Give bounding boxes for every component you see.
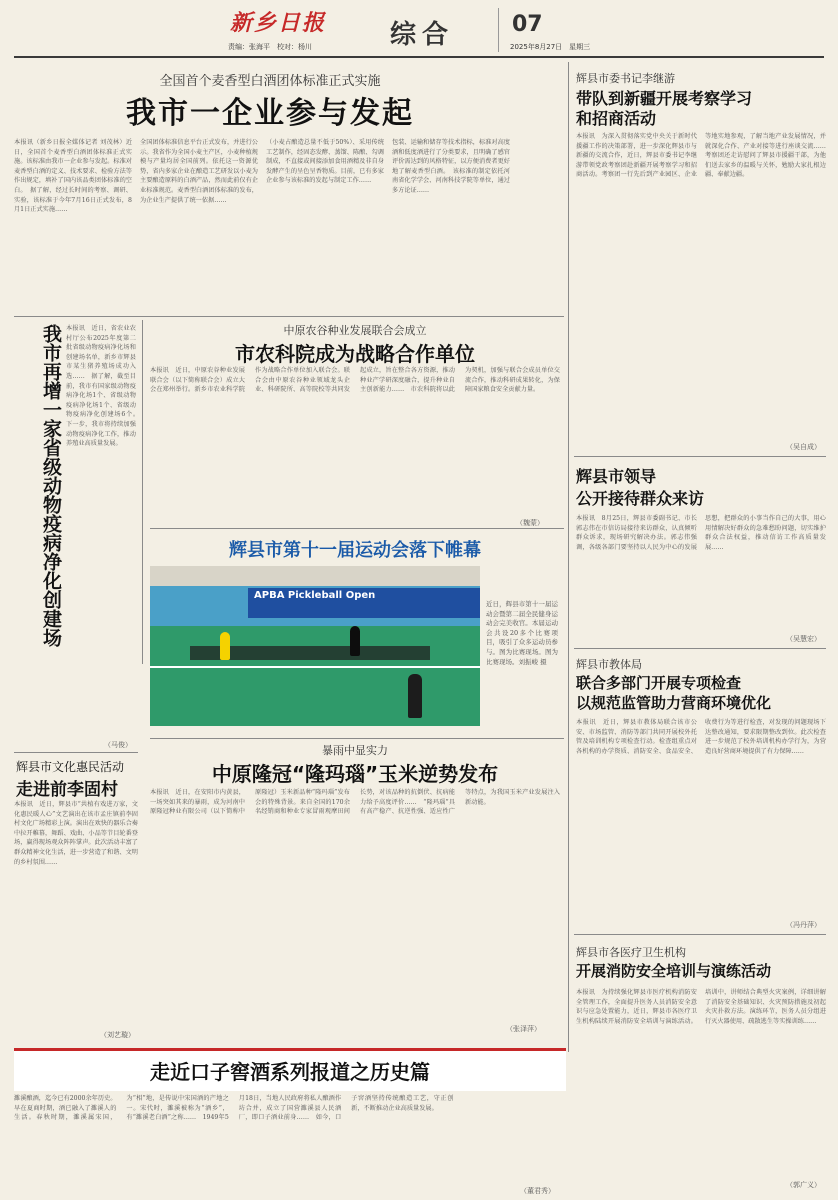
leaders-headline-line1: 辉县市领导 bbox=[576, 467, 657, 486]
alliance-byline: （魏蒙） bbox=[516, 519, 544, 527]
secretary-byline: （吴自成） bbox=[786, 443, 821, 451]
secretary-kicker: 辉县市委书记李继游 bbox=[576, 72, 675, 85]
liquor-kicker: 全国首个麦香型白酒团体标准正式实施 bbox=[159, 74, 381, 89]
sports-caption: 近日，辉县市第十一届运动会暨第二届全民健身运动会完美收官。本届运动会共设20多个比赛项目，吸引了众多运动员参与。图为比赛现场。图为比赛现场。刘振峻 摄 bbox=[486, 600, 558, 666]
photo-ceiling bbox=[150, 566, 480, 586]
masthead bbox=[0, 0, 838, 60]
divider-education-bottom bbox=[574, 934, 826, 935]
medical-text: 本报讯 为持续强化辉县市医疗机构消防安全管理工作，全面提升医务人员消防安全意识与应急处置能力，近日，辉县市各医疗卫生机构陆续开展消防安全培训与演练活动。培训中，讲师结合典型火灾案例，详细讲解了消防安全基础知识、火灾预防措施及初起火灾扑救方法。演练环节，医务人员分组进行灭火器使用、疏散逃生等实操训练…… bbox=[576, 989, 826, 1025]
leaders-headline-line2: 公开接待群众来访 bbox=[576, 489, 705, 508]
divider-leaders-bottom bbox=[574, 648, 826, 649]
secretary-headline-line1: 带队到新疆开展考察学习 bbox=[576, 89, 753, 108]
medical-headline: 开展消防安全培训与演练活动 bbox=[576, 962, 772, 980]
photo-court bbox=[150, 626, 480, 726]
photo-player-2 bbox=[220, 632, 230, 660]
corn-headline: 中原隆冠“隆玛瑙”玉米逆势发布 bbox=[211, 762, 499, 786]
leaders-byline: （吴慧宏） bbox=[786, 635, 821, 643]
divider-liquor-bottom bbox=[14, 316, 564, 317]
secretary-headline-line2: 和招商活动 bbox=[576, 109, 657, 128]
liquor-col-3: （小麦占酿造总量不低于50%）、采用传统工艺制作，经固态发酵、蒸馏、陈酿、勾调制成，不直接或间接添加食用酒精及非自身发酵产生的呈色呈香物质。目前，已有多家企业参与该标准的发起与制定工作…… bbox=[266, 139, 384, 185]
history-headline: 走近口子窖酒系列报道之历史篇 bbox=[150, 1060, 430, 1084]
divider-sports-bottom bbox=[150, 738, 564, 739]
medical-byline: （郭广义） bbox=[786, 1181, 821, 1189]
history-text: 濉溪酿酒，迄今已有2000余年历史。早在夏商时期，酒已融入了濉溪人的生活。春秋时期，濉溪属宋国，为“相”地，是传说中宋国酒的产地之一。宋代时，濉溪被称为“酒乡”，有“濉溪老白酒”之称…… 1949年5月18日，当地人民政府将私人酿酒作坊合并，成立了国营濉溪县人民酒厂，即口子酒业前身…… 如今，口子窖酒坚持传统酿造工艺，守正创新，不断推动企业高质量发展。 bbox=[14, 1095, 454, 1122]
photo-banner-text: APBA Pickleball Open bbox=[254, 590, 376, 601]
page-number: 07 bbox=[512, 12, 543, 37]
cultural-headline-line1: 辉县市文化惠民活动 bbox=[16, 760, 125, 774]
editors-credit: 责编：张海平 校对：杨川 bbox=[228, 43, 312, 51]
divider-left-column bbox=[142, 320, 143, 664]
sports-headline: 辉县市第十一届运动会落下帷幕 bbox=[229, 540, 481, 561]
masthead-divider bbox=[498, 8, 499, 52]
divider-cultural-top bbox=[14, 752, 138, 753]
education-kicker: 辉县市教体局 bbox=[576, 658, 642, 671]
secretary-text: 本报讯 为深入贯彻落实党中央关于新时代援疆工作的决策部署，进一步深化辉县市与新疆的交流合作，近日，辉县市委书记李继游带领党政考察团赴新疆开展考察学习和招商活动。考察团一行先后到产业园区、企业等地实地参观，了解当地产业发展情况，并就深化合作、产业对接等进行座谈交流…… 考察团还走访慰问了辉县市援疆干部，为他们送去家乡的温暖与关怀，勉励大家扎根边疆、奉献边疆。 bbox=[576, 133, 833, 179]
education-text: 本报讯 近日，辉县市教体局联合该市公安、市场监管、消防等部门共同开展校外托管及培训机构专项检查行动。检查组重点对各机构的办学资质、消防安全、食品安全、收费行为等进行检查，对发现的问题现场下达整改通知，要求限期整改到位。此次检查进一步规范了校外培训机构办学行为，为营造良好营商环境提供了有力保障…… bbox=[576, 719, 826, 755]
education-headline-line1: 联合多部门开展专项检查 bbox=[576, 674, 742, 692]
history-byline: （董君秀） bbox=[520, 1187, 555, 1195]
liquor-col-2: 全国团体标准信息平台正式发布，并进行公示。我省作为全国小麦主产区，小麦种植规模与产量均居全国前列。依托这一资源优势，省内多家企业在酿造工艺研发以小麦为主要酿造原料的白酒产品，然而此前仅有企业标准规范。麦香型白酒团体标准的发布，为企业生产提供了统一依据…… bbox=[140, 139, 258, 204]
sports-photo bbox=[150, 566, 480, 726]
liquor-col-4: 包装、运输和储存等技术指标，标准对高度酒和低度酒进行了分类要求，且明确了感官评价需达到的风格特征，以方便消费者更好地了解麦香型白酒。 该标准的制定依托河南省化学学会、河南科技学院等单位，通过多方论证…… bbox=[392, 139, 510, 194]
divider-right-column bbox=[568, 62, 569, 1052]
education-byline: （冯丹萍） bbox=[786, 921, 821, 929]
corn-byline: （张泽萍） bbox=[506, 1025, 541, 1033]
photo-player-1 bbox=[408, 674, 422, 718]
divider-alliance-bottom bbox=[150, 528, 564, 529]
lab-byline: （马俊） bbox=[104, 741, 132, 749]
liquor-col-1: 本报讯（新乡日报全媒体记者 刘茂林）近日，全国首个麦香型白酒团体标准正式实施。该标准由我市一企业参与发起。标准对麦香型白酒的定义、技术要求、检验方法等作出规定，填补了国内该品类团体标准的空白。 据了解，经过长时间的考察、调研、实验，该标准于今年7月16日正式发布，8月1日正式实施…… bbox=[14, 139, 132, 214]
cultural-byline: （刘艺璇） bbox=[100, 1031, 135, 1039]
photo-player-3 bbox=[350, 626, 360, 656]
lab-headline: 我市再增一家省级动物疫病净化创建场 bbox=[40, 324, 62, 647]
cultural-text: 本报讯 近日，辉县市“共植有戏进万家，文化惠民暖人心”文艺演出在该市孟庄镇前李固村文化广场精彩上演。演出在欢快的器乐合奏中拉开帷幕，舞蹈、戏曲、小品等节目轮番登场，赢得现场观众阵阵掌声。此次活动丰富了群众精神文化生活，进一步营造了和谐、文明的乡村氛围…… bbox=[14, 801, 138, 866]
alliance-headline: 市农科院成为战略合作单位 bbox=[235, 342, 475, 366]
photo-court-line bbox=[150, 666, 480, 668]
corn-text: 本报讯 近日，在安阳市内黄县，一场突如其来的暴雨，成为河南中原隆冠种业有限公司（以下简称中原隆冠）玉米新品种“隆玛瑙”发布会的特殊背景。来自全国的170余名经销商和种业专家冒雨观摩田间长势，对该品种的抗倒伏、抗病能力给予高度评价…… “隆玛瑙”具有高产稳产、抗逆性强、适应性广等特点，为我国玉米产业发展注入新动能。 bbox=[150, 789, 560, 816]
leaders-text: 本报讯 8月25日，辉县市委副书记、市长郭志伟在市信访局接待来访群众，认真倾听群众诉求，现场研究解决办法。郭志伟强调，各级各部门要坚持以人民为中心的发展思想，把群众的小事当作自己的大事，用心用情解决好群众的急难愁盼问题，切实维护群众合法权益，推动信访工作高质量发展…… bbox=[576, 515, 826, 551]
education-headline-line2: 以规范监管助力营商环境优化 bbox=[576, 694, 772, 712]
alliance-text: 本报讯 近日，中原农谷种业发展联合会（以下简称联合会）成立大会在郑州举行。新乡市农业科学院作为战略合作单位加入联合会。联合会由中原农谷种业领域龙头企业、科研院所、高等院校等共同发起成立，旨在整合各方资源，推动种业产学研深度融合，提升种业自主创新能力…… 市农科院将以此为契机，加强与联合会成员单位交流合作，推动科研成果转化，为保障国家粮食安全贡献力量。 bbox=[150, 367, 560, 394]
publication-date: 2025年8月27日 星期三 bbox=[510, 43, 591, 51]
medical-kicker: 辉县市各医疗卫生机构 bbox=[576, 946, 686, 959]
liquor-headline: 我市一企业参与发起 bbox=[126, 96, 414, 131]
alliance-kicker: 中原农谷种业发展联合会成立 bbox=[283, 324, 427, 337]
lab-text: 本报讯 近日，省农业农村厅公布2025年度第二批省级动物疫病净化场和创建场名单，新乡市辉县市某生猪养殖场成功入选…… 据了解，截至目前，我市有国家级动物疫病净化场1个、省级动物疫病净化场1个、省级动物疫病净化创建场6个。 下一步，我市将持续加强动物疫病净化工作，推动养殖业高质量发展。 bbox=[66, 325, 143, 448]
masthead-rule bbox=[14, 56, 824, 58]
section-name: 综合 bbox=[390, 20, 455, 50]
corn-kicker: 暴雨中显实力 bbox=[322, 744, 388, 757]
cultural-headline-line2: 走进前李固村 bbox=[16, 780, 118, 800]
divider-secretary-bottom bbox=[574, 456, 826, 457]
newspaper-logo: 新乡日报 bbox=[230, 10, 327, 36]
